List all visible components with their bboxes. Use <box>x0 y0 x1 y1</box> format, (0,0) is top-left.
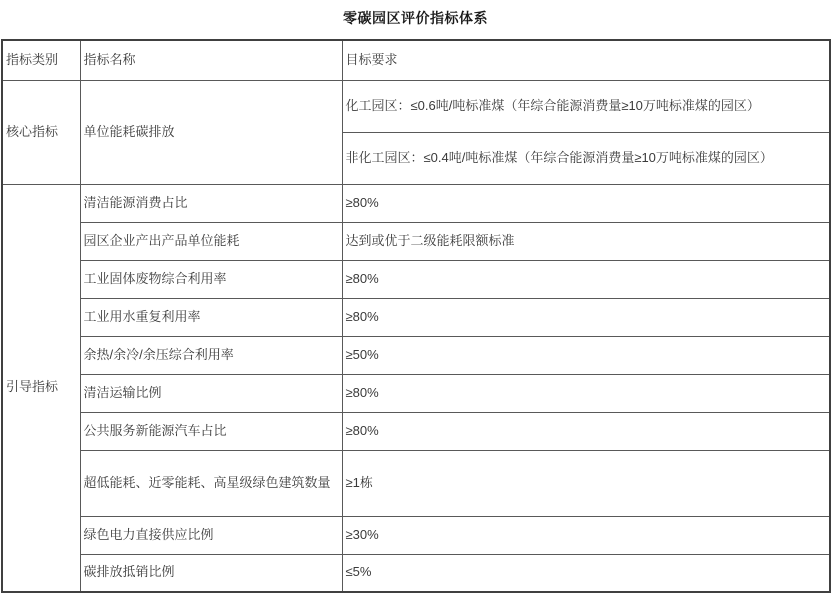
target-cell-non-chemical-park: 非化工园区：≤0.4吨/吨标准煤（年综合能源消费量≥10万吨标准煤的园区） <box>342 132 830 184</box>
indicator-table <box>1 39 831 593</box>
guiding-row-product-unit-energy <box>2 222 830 260</box>
indicator-cell-unit-energy-carbon: 单位能耗碳排放 <box>80 80 342 184</box>
indicator-name-cell: 工业固体废物综合利用率 <box>80 260 342 298</box>
target-value-cell: ≥1栋 <box>342 450 830 516</box>
guiding-row-waste-heat <box>2 336 830 374</box>
indicator-name-cell: 碳排放抵销比例 <box>80 554 342 592</box>
target-value-cell: ≥30% <box>342 516 830 554</box>
target-value-cell: ≥80% <box>342 298 830 336</box>
page-title: 零碳园区评价指标体系 <box>343 10 488 26</box>
target-value-cell: 达到或优于二级能耗限额标准 <box>342 222 830 260</box>
core-row-chemical <box>2 80 830 132</box>
target-cell-chemical-park: 化工园区：≤0.6吨/吨标准煤（年综合能源消费量≥10万吨标准煤的园区） <box>342 80 830 132</box>
header-cell-name: 指标名称 <box>80 40 342 80</box>
indicator-name-cell: 清洁运输比例 <box>80 374 342 412</box>
guiding-row-green-building <box>2 450 830 516</box>
indicator-name-cell: 公共服务新能源汽车占比 <box>80 412 342 450</box>
category-cell-guiding: 引导指标 <box>2 184 80 592</box>
guiding-row-nev-ratio <box>2 412 830 450</box>
table-header-row <box>2 40 830 80</box>
guiding-row-solid-waste <box>2 260 830 298</box>
guiding-row-green-power <box>2 516 830 554</box>
target-value-cell: ≤5% <box>342 554 830 592</box>
indicator-name-cell: 超低能耗、近零能耗、高星级绿色建筑数量 <box>80 450 342 516</box>
header-cell-target: 目标要求 <box>342 40 830 80</box>
guiding-row-clean-energy <box>2 184 830 222</box>
indicator-name-cell: 绿色电力直接供应比例 <box>80 516 342 554</box>
indicator-name-cell: 清洁能源消费占比 <box>80 184 342 222</box>
indicator-name-cell: 园区企业产出产品单位能耗 <box>80 222 342 260</box>
target-value-cell: ≥50% <box>342 336 830 374</box>
indicator-name-cell: 余热/余冷/余压综合利用率 <box>80 336 342 374</box>
guiding-row-carbon-offset <box>2 554 830 592</box>
target-value-cell: ≥80% <box>342 184 830 222</box>
category-cell-core: 核心指标 <box>2 80 80 184</box>
target-value-cell: ≥80% <box>342 260 830 298</box>
indicator-name-cell: 工业用水重复利用率 <box>80 298 342 336</box>
guiding-row-water-reuse <box>2 298 830 336</box>
guiding-row-clean-transport <box>2 374 830 412</box>
header-cell-category: 指标类别 <box>2 40 80 80</box>
target-value-cell: ≥80% <box>342 412 830 450</box>
target-value-cell: ≥80% <box>342 374 830 412</box>
